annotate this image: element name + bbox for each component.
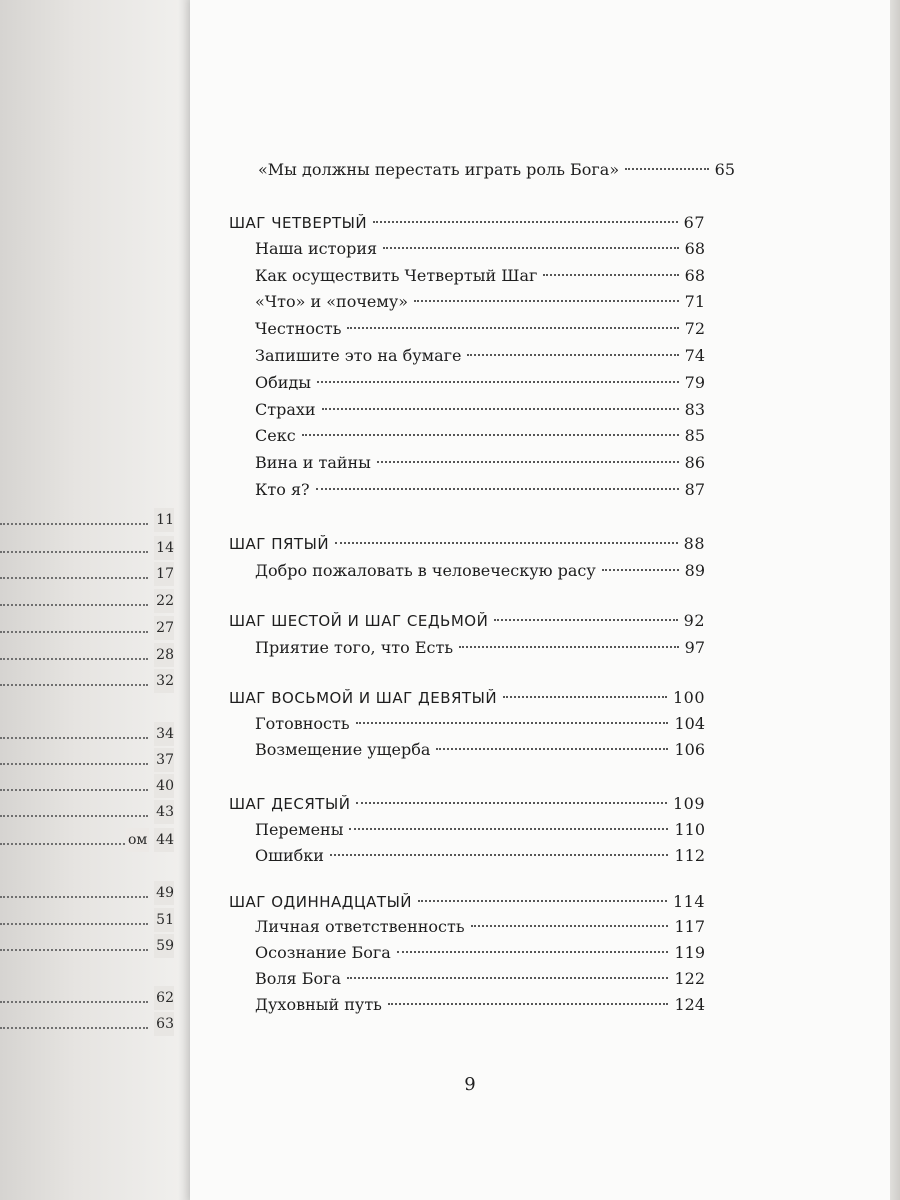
toc-section-title: ШАГ ОДИННАДЦАТЫЙ xyxy=(229,893,413,911)
dot-leader xyxy=(349,828,668,830)
toc-entry-page: 71 xyxy=(684,292,705,311)
toc-entry-title: Возмещение ущерба xyxy=(255,740,431,759)
toc-section-title: ШАГ ВОСЬМОЙ И ШАГ ДЕВЯТЫЙ xyxy=(229,689,498,707)
dot-leader xyxy=(459,646,679,648)
toc-entry xyxy=(255,818,705,842)
toc-entry-title: Духовный путь xyxy=(255,995,382,1014)
dot-leader xyxy=(317,381,679,383)
dot-leader xyxy=(373,221,678,223)
toc-entry-page: 72 xyxy=(684,319,705,338)
toc-entry-page: 124 xyxy=(674,995,705,1014)
toc-entry-title: Воля Бога xyxy=(255,969,342,988)
toc-entry xyxy=(255,941,705,965)
toc-entry-title: Обиды xyxy=(255,373,311,392)
toc-entry xyxy=(255,317,705,341)
toc-entry xyxy=(255,712,705,736)
toc-entry-title: Честность xyxy=(255,319,342,338)
toc-entry-page: 85 xyxy=(684,426,705,445)
toc-entry-page: 112 xyxy=(674,846,705,865)
left-page-number: 14 xyxy=(154,536,174,560)
toc-section-title: ШАГ ЧЕТВЕРТЫЙ xyxy=(229,214,368,232)
dot-leader xyxy=(543,274,678,276)
toc-entry-page: 79 xyxy=(684,373,705,392)
dot-leader xyxy=(302,434,679,436)
toc-entry-title: Перемены xyxy=(255,820,344,839)
left-page-number: 32 xyxy=(154,669,174,693)
dot-leader xyxy=(322,408,679,410)
dot-leader xyxy=(316,488,679,490)
toc-entry-title: Кто я? xyxy=(255,480,310,499)
toc-entry-title: «Что» и «почему» xyxy=(255,292,409,311)
left-page-number: 51 xyxy=(154,908,174,932)
toc-entry-page: 74 xyxy=(684,346,705,365)
toc-section-page: 100 xyxy=(672,688,705,707)
dot-leader xyxy=(397,951,669,953)
left-page-number: 63 xyxy=(154,1012,174,1036)
toc-entry-title: Приятие того, что Есть xyxy=(255,638,454,657)
toc-entry xyxy=(255,237,705,261)
toc-entry xyxy=(255,967,705,991)
toc-section-page: 88 xyxy=(683,534,705,553)
toc-entry xyxy=(255,738,705,762)
dot-leader xyxy=(356,802,667,804)
left-page-number: 49 xyxy=(154,881,174,905)
toc-entry-page: 117 xyxy=(674,917,705,936)
toc-entry xyxy=(255,264,705,288)
dot-leader xyxy=(335,542,678,544)
dot-leader xyxy=(418,900,667,902)
toc-entry-page: 86 xyxy=(684,453,705,472)
left-page-number: 43 xyxy=(154,800,174,824)
toc-entry-title: Личная ответственность xyxy=(255,917,465,936)
toc-section-title: ШАГ ДЕСЯТЫЙ xyxy=(229,795,351,813)
toc-section xyxy=(229,792,705,816)
toc-entry xyxy=(255,398,705,422)
toc-entry-title: Страхи xyxy=(255,400,316,419)
toc-entry-page: 83 xyxy=(684,400,705,419)
toc-entry-page: 65 xyxy=(714,160,735,179)
dot-leader xyxy=(494,619,677,621)
toc-section xyxy=(229,532,705,556)
toc-entry xyxy=(255,344,705,368)
toc-entry xyxy=(255,993,705,1017)
toc-entry-title: «Мы должны перестать играть роль Бога» xyxy=(258,160,620,179)
toc-entry-title: Запишите это на бумаге xyxy=(255,346,462,365)
left-page-fragment-text: ом xyxy=(126,828,149,852)
dot-leader xyxy=(388,1003,669,1005)
toc-entry xyxy=(258,158,735,182)
toc-entry xyxy=(255,478,705,502)
toc-entry xyxy=(255,451,705,475)
dot-leader xyxy=(436,748,668,750)
toc-entry-page: 110 xyxy=(674,820,705,839)
left-page-number: 22 xyxy=(154,589,174,613)
dot-leader xyxy=(330,854,669,856)
dot-leader xyxy=(625,168,709,170)
toc-entry-title: Ошибки xyxy=(255,846,324,865)
toc-entry-page: 119 xyxy=(674,943,705,962)
dot-leader xyxy=(414,300,679,302)
toc-entry xyxy=(255,559,705,583)
toc-section xyxy=(229,211,705,235)
toc-entry-title: Готовность xyxy=(255,714,350,733)
left-page-number: 40 xyxy=(154,774,174,798)
toc-entry-page: 68 xyxy=(684,239,705,258)
toc-entry-title: Наша история xyxy=(255,239,378,258)
toc-entry-title: Осознание Бога xyxy=(255,943,391,962)
toc-section xyxy=(229,609,705,633)
dot-leader xyxy=(467,354,678,356)
toc-entry xyxy=(255,371,705,395)
dot-leader xyxy=(347,327,678,329)
toc-section-title: ШАГ ШЕСТОЙ И ШАГ СЕДЬМОЙ xyxy=(229,612,489,630)
toc-entry-page: 89 xyxy=(684,561,705,580)
toc-section-page: 92 xyxy=(683,611,705,630)
dot-leader xyxy=(503,696,667,698)
toc-entry-page: 68 xyxy=(684,266,705,285)
dot-leader xyxy=(471,925,669,927)
dot-leader xyxy=(347,977,668,979)
left-page-number: 34 xyxy=(154,722,174,746)
dot-leader xyxy=(602,569,679,571)
toc-entry-title: Добро пожаловать в человеческую расу xyxy=(255,561,596,580)
dot-leader xyxy=(356,722,669,724)
toc-entry-title: Вина и тайны xyxy=(255,453,371,472)
toc-entry-title: Как осуществить Четвертый Шаг xyxy=(255,266,538,285)
toc-section-page: 67 xyxy=(683,213,705,232)
toc-section-page: 114 xyxy=(672,892,705,911)
toc-entry-page: 97 xyxy=(684,638,705,657)
left-page-number: 11 xyxy=(154,508,174,532)
left-page-number: 59 xyxy=(154,934,174,958)
left-page-number: 27 xyxy=(154,616,174,640)
toc-section xyxy=(229,686,705,710)
toc-entry-title: Секс xyxy=(255,426,296,445)
toc-entry xyxy=(255,915,705,939)
toc-entry xyxy=(255,424,705,448)
dot-leader xyxy=(377,461,679,463)
toc-section xyxy=(229,890,705,914)
toc-section-page: 109 xyxy=(672,794,705,813)
left-page-number: 17 xyxy=(154,562,174,586)
toc-entry-page: 104 xyxy=(674,714,705,733)
toc-entry-page: 87 xyxy=(684,480,705,499)
toc-entry xyxy=(255,290,705,314)
toc-entry xyxy=(255,636,705,660)
dot-leader xyxy=(383,247,679,249)
left-page-number: 37 xyxy=(154,748,174,772)
toc-section-title: ШАГ ПЯТЫЙ xyxy=(229,535,330,553)
toc-entry-page: 122 xyxy=(674,969,705,988)
toc-entry xyxy=(255,844,705,868)
left-page-number: 62 xyxy=(154,986,174,1010)
page-number: 9 xyxy=(464,1074,476,1095)
toc-entry-page: 106 xyxy=(674,740,705,759)
left-page-number: 44 xyxy=(154,828,174,852)
left-page-number: 28 xyxy=(154,643,174,667)
